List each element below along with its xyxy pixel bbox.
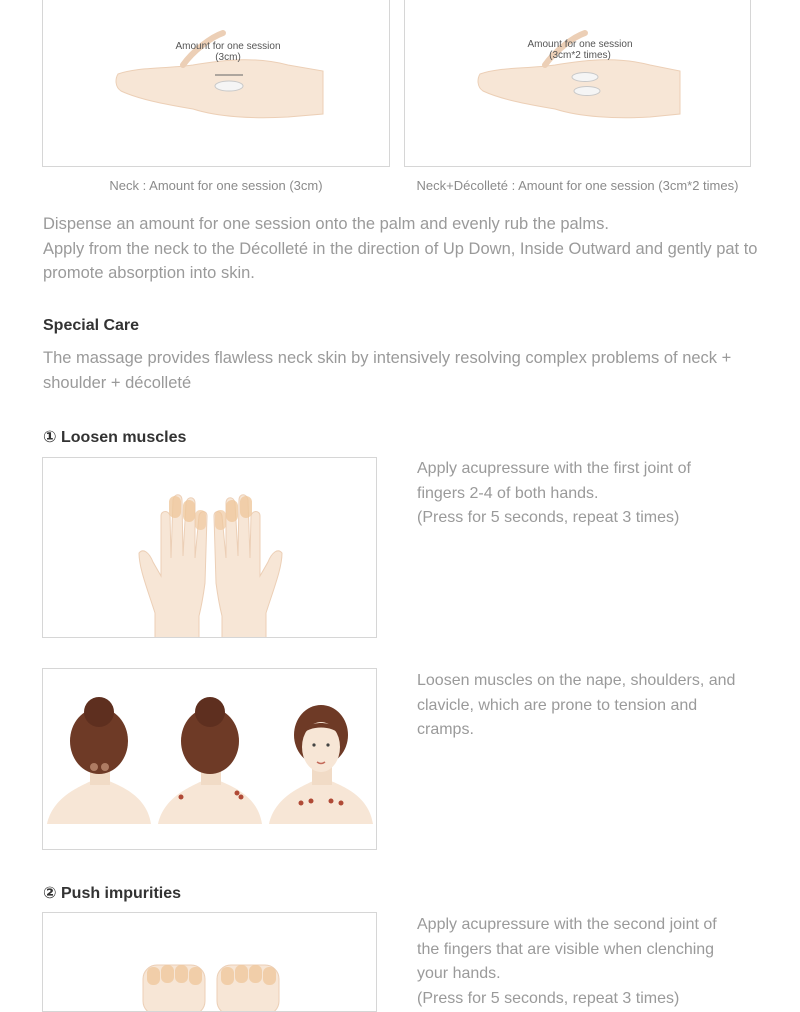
text-line: (Press for 5 seconds, repeat 3 times) [417, 509, 680, 526]
amount-size: (3cm*2 times) [549, 50, 611, 61]
text-line: the fingers that are visible when clenching [417, 940, 715, 958]
text-line: (Press for 5 seconds, repeat 3 times) [417, 989, 680, 1007]
text-line: clavicle, which are prone to tension and [417, 696, 698, 714]
caption-neck: Neck : Amount for one session (3cm) [109, 178, 323, 193]
step-title: ① Loosen muscles [43, 429, 187, 446]
amount-title: Amount for one session [527, 39, 633, 50]
text-line: your hands. [417, 965, 501, 982]
amount-label [515, 39, 645, 61]
caption-neck-decollete: Neck+Décolleté : Amount for one session (3cm*2 times) [416, 178, 739, 193]
hand-illustration [43, 0, 390, 167]
head-shoulder-illustration [43, 669, 377, 850]
hand-illustration [405, 0, 751, 167]
text-line: cramps. [417, 721, 474, 738]
step1-image-hands [42, 457, 377, 638]
instruction-line: Apply from the neck to the Décolleté in the direction of Up Down, Inside Outward and gently pat to promote absorption into skin. [43, 239, 758, 282]
palms-illustration [43, 458, 377, 638]
step2-image-fists [42, 912, 377, 1012]
amount-size: (3cm) [215, 52, 241, 63]
usage-instructions [43, 212, 758, 286]
step-title: ② Push impurities [43, 885, 182, 902]
fists-illustration [43, 913, 377, 1012]
amount-label [163, 41, 293, 63]
text-line: Apply acupressure with the first joint of [417, 460, 691, 477]
step1-image-heads [42, 668, 377, 850]
step2-text-1 [417, 913, 757, 1011]
text-line: Loosen muscles on the nape, shoulders, and [417, 672, 736, 689]
special-care-description: The massage provides flawless neck skin by intensively resolving complex problems of neck + shoulder + décolleté [43, 349, 732, 392]
usage-image-neck-decollete [404, 0, 751, 167]
instruction-line: Dispense an amount for one session onto the palm and evenly rub the palms. [43, 215, 609, 233]
usage-image-neck [42, 0, 390, 167]
step1-text-1 [417, 457, 757, 531]
amount-title: Amount for one session [175, 41, 281, 52]
text-line: Apply acupressure with the second joint of [417, 916, 717, 933]
text-line: fingers 2-4 of both hands. [417, 484, 599, 502]
special-care-title: Special Care [43, 317, 140, 334]
step1-text-2 [417, 669, 757, 743]
